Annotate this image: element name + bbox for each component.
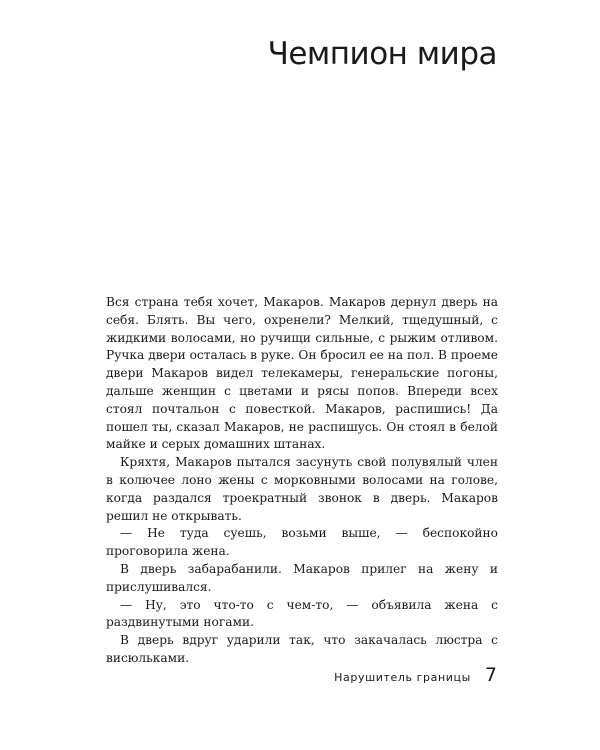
paragraph-3: — Не туда суешь, возьми выше, — беспокойно проговорила жена. [106,526,498,559]
paragraph-2: Кряхтя, Макаров пытался засунуть свой полувялый член в колючее лоно жены с морковными волосами на голове, когда раздался троекратный звонок в дверь. Макаров решил не открывать. [106,455,498,523]
paragraph-5: — Ну, это что-то с чем-то, — объявила жена с раздвинутыми ногами. [106,597,498,630]
paragraph-1: Вся страна тебя хочет, Макаров. Макаров дернул дверь на себя. Блять. Вы чего, охренели? Мелкий, тщедушный, с жидкими волосами, но ручищи сильные, с рыжим отливом. Ручка двери осталась в руке. Он бросил ее на пол. В проеме двери Макаров видел телекамеры, генеральские погоны, дальше женщин с цветами и рясы попов. Впереди всех стоял почтальон с повесткой. Макаров, распишись! Да пошел ты, сказал Макаров, не распишусь. Он стоял в белой майке и серых домашних штанах. [106,295,498,452]
paragraph-4: В дверь забарабанили. Макаров прилег на жену и прислушивался. [106,561,498,594]
page-number: 7 [484,664,497,686]
page-footer [334,664,497,686]
paragraph-6: В дверь вдруг ударили так, что закачалась люстра с висюльками. [106,633,498,665]
running-title: Нарушитель границы [334,671,471,684]
body-text [106,294,498,668]
chapter-title: Чемпион мира [267,36,497,72]
